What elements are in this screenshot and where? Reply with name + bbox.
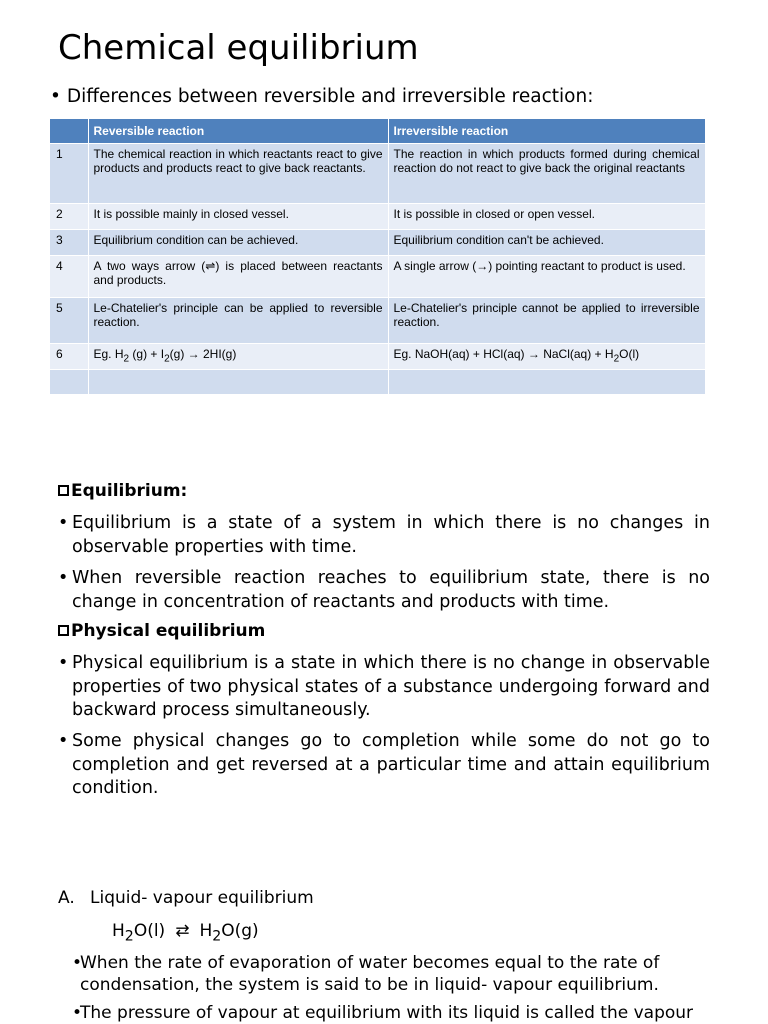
header-reversible: Reversible reaction — [88, 119, 388, 144]
eq-text: Eg. NaOH(aq) + HCl(aq) → NaCl(aq) + H — [393, 347, 614, 361]
reversible-cell — [88, 344, 388, 370]
irreversible-cell — [388, 344, 705, 370]
eq-text: (g) + I — [129, 347, 165, 361]
eq-text: O(g) — [221, 921, 259, 941]
table-row — [50, 256, 705, 298]
irreversible-cell — [388, 370, 705, 394]
bullet-dot: • — [58, 513, 69, 533]
section-heading: Equilibrium: — [71, 481, 188, 501]
list-item — [72, 1002, 712, 1024]
physical-heading — [58, 620, 712, 644]
list-item — [58, 730, 710, 801]
eq-text: H — [112, 921, 125, 941]
reversible-cell: Le-Chatelier's principle can be applied to reversible reaction. — [88, 298, 388, 344]
subsection-liquid-vapour — [58, 888, 314, 908]
header-number — [50, 119, 88, 144]
reversible-cell — [88, 370, 388, 394]
checkbox-square-icon — [58, 485, 69, 496]
eq-text: Eg. H — [93, 347, 124, 361]
checkbox-square-icon — [58, 625, 69, 636]
irreversible-cell: Equilibrium condition can't be achieved. — [388, 230, 705, 256]
bullet-dot: • — [72, 953, 83, 973]
eq-subscript: 2 — [613, 353, 620, 365]
irreversible-cell: A single arrow (→) pointing reactant to product is used. — [388, 256, 705, 298]
eq-subscript: 2 — [123, 353, 130, 365]
reversible-cell: Equilibrium condition can be achieved. — [88, 230, 388, 256]
row-number: 3 — [50, 230, 88, 256]
reversible-cell: It is possible mainly in closed vessel. — [88, 204, 388, 230]
irreversible-cell: It is possible in closed or open vessel. — [388, 204, 705, 230]
eq-text: (g) → 2HI(g) — [169, 347, 237, 361]
row-number: 6 — [50, 344, 88, 370]
row-number: 1 — [50, 144, 88, 204]
bullet-text: Equilibrium is a state of a system in which there is no changes in observable properties with time. — [72, 513, 710, 557]
header-irreversible: Irreversible reaction — [388, 119, 705, 144]
equilibrium-heading — [58, 480, 712, 504]
bullet-dot: • — [58, 653, 69, 673]
bullet-text: When the rate of evaporation of water becomes equal to the rate of condensation, the system is said to be in liquid- vapour equilibrium. — [80, 953, 660, 995]
table-row — [50, 204, 705, 230]
bullet-text: The pressure of vapour at equilibrium with its liquid is called the vapour — [80, 1003, 694, 1023]
table-row — [50, 298, 705, 344]
row-number — [50, 370, 88, 394]
equilibrium-arrow-icon: ⇄ — [175, 921, 190, 941]
comparison-table — [50, 119, 706, 394]
subsection-label: Liquid- vapour equilibrium — [90, 888, 314, 908]
list-letter: A. — [58, 888, 75, 908]
list-item — [58, 567, 710, 614]
bullet-dot: • — [58, 568, 69, 588]
eq-subscript: 2 — [124, 928, 134, 945]
bullet-text: When reversible reaction reaches to equilibrium state, there is no change in concentration of reactants and products with time. — [72, 568, 710, 612]
section-heading: Physical equilibrium — [71, 621, 266, 641]
table-row — [50, 370, 705, 394]
table-intro-text: Differences between reversible and irreversible reaction: — [66, 86, 594, 107]
eq-subscript: 2 — [164, 353, 170, 365]
page-title: Chemical equilibrium — [58, 28, 419, 68]
irreversible-cell: The reaction in which products formed during chemical reaction do not react to give back the original reactants — [388, 144, 705, 204]
list-item — [72, 952, 712, 996]
table-row — [50, 144, 705, 204]
row-number: 5 — [50, 298, 88, 344]
reversible-cell: A two ways arrow (⇌) is placed between reactants and products. — [88, 256, 388, 298]
bullet-dot: • — [50, 86, 61, 107]
eq-text: O(l) — [619, 347, 640, 361]
reversible-cell: The chemical reaction in which reactants react to give products and products react to give back reactants. — [88, 144, 388, 204]
row-number: 2 — [50, 204, 88, 230]
table-row — [50, 230, 705, 256]
table-header-row — [50, 119, 705, 144]
bullet-dot: • — [58, 731, 69, 751]
eq-text: O(l) — [133, 921, 166, 941]
eq-text: H — [199, 921, 213, 941]
list-item — [58, 512, 710, 559]
bullet-text: Physical equilibrium is a state in which there is no change in observable properties of two physical states of a substance undergoing forward and backward process simultaneously. — [72, 653, 710, 720]
liquid-vapour-equation — [112, 921, 259, 944]
table-intro — [50, 86, 593, 107]
irreversible-cell: Le-Chatelier's principle cannot be applied to irreversible reaction. — [388, 298, 705, 344]
bullet-text: Some physical changes go to completion while some do not go to completion and get reversed at a particular time and attain equilibrium condition. — [72, 731, 710, 798]
list-item — [58, 652, 710, 723]
bullet-dot: • — [72, 1003, 83, 1023]
eq-subscript: 2 — [212, 928, 222, 945]
table-row — [50, 344, 705, 370]
row-number: 4 — [50, 256, 88, 298]
